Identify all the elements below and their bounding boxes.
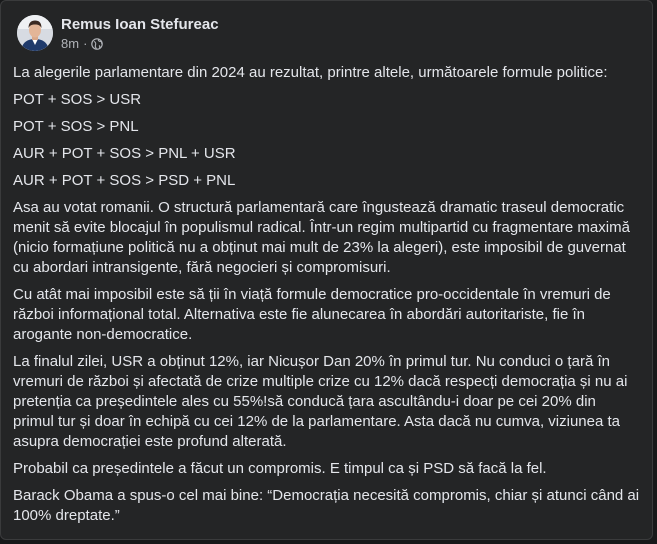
avatar[interactable] — [17, 15, 53, 51]
post-formula-4: AUR + POT + SOS > PSD + PNL — [13, 172, 236, 189]
post-paragraph-4: La finalul zilei, USR a obținut 12%, iar Nicușor Dan 20% în primul tur. Nu conduci o țară în vremuri de război și afectată de crize multiple crize cu 12% dacă respecți democrația și nu ai pretenția ca președintele ales cu 55%!să conducă țara ascultându-i doar pe cei 20% din primul tur și doar în echipă cu cei 12% de la parlamentare. Asta dacă nu cumva, viziunea ta asupra democrației este profund alterată. — [13, 353, 628, 450]
globe-icon[interactable] — [91, 38, 103, 50]
post-paragraph-2: Asa au votat romanii. O structură parlamentară care îngustează dramatic traseul democratic menit să evite blocajul în populismul radical. Într-un regim multipartid cu fragmentare maximă (nicio formațiune politică nu a obținut mai mult de 23% la alegeri), este imposibil de guvernat cu abordari intransigente, fără negocieri și compromisuri. — [13, 199, 630, 276]
post-formula-3: AUR + POT + SOS > PNL + USR — [13, 145, 236, 162]
post-formula-1: POT + SOS > USR — [13, 91, 142, 108]
post-meta — [61, 15, 219, 52]
post-paragraph-intro: La alegerile parlamentare din 2024 au rezultat, printre altele, următoarele formule politice: — [13, 64, 608, 81]
separator-dot: · — [83, 35, 88, 51]
post-timestamp[interactable]: 8m — [61, 35, 80, 51]
post-paragraph-3: Cu atât mai imposibil este să ții în viață formule democratice pro-occidentale în vremuri de război informațional total. Alternativa este fie alunecarea în abordări autoritariste, fie în arogante non-democratice. — [13, 286, 611, 343]
author-name[interactable]: Remus Ioan Stefureac — [61, 15, 219, 33]
post-paragraph-6: Barack Obama a spus-o cel mai bine: “Democrația necesită compromis, chiar și atunci când ai 100% dreptate.” — [13, 487, 640, 524]
post-subline — [61, 36, 219, 52]
post-header — [17, 13, 219, 53]
post-formula-2: POT + SOS > PNL — [13, 118, 139, 135]
avatar-photo-icon — [17, 15, 53, 51]
post-body — [13, 63, 640, 533]
post-paragraph-5: Probabil ca președintele a făcut un compromis. E timpul ca și PSD să facă la fel. — [13, 460, 547, 477]
